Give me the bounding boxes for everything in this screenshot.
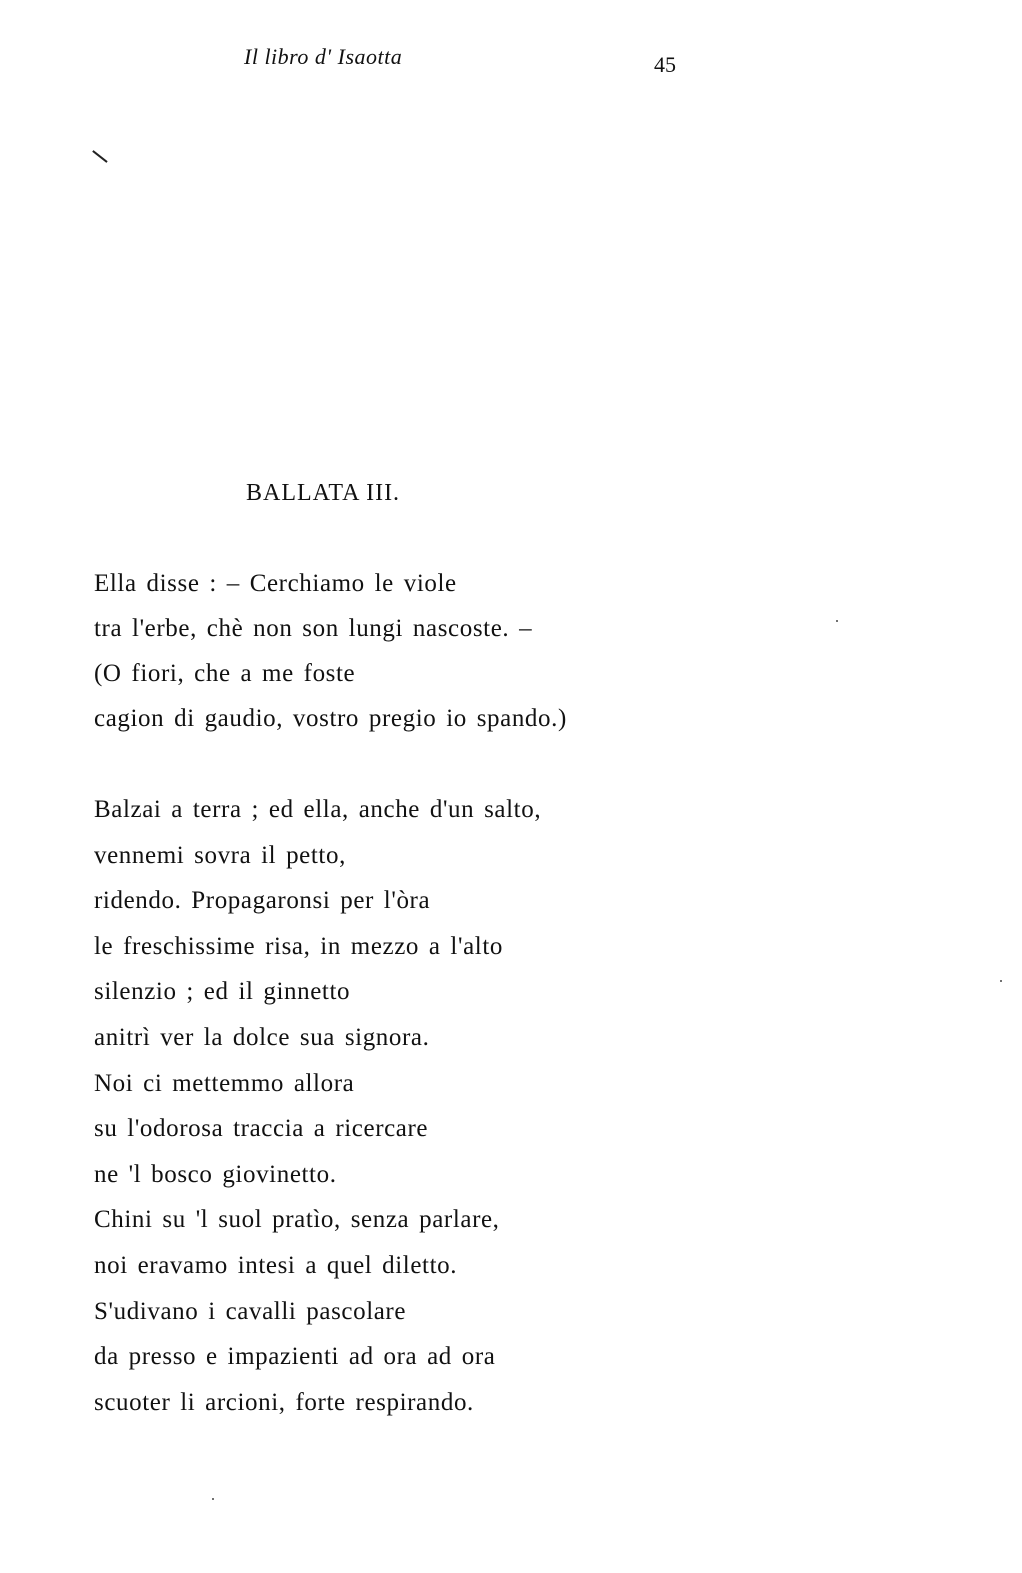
verse-line: Balzai a terra ; ed ella, anche d'un salto, bbox=[94, 796, 542, 823]
stanza-1 bbox=[94, 561, 567, 741]
verse-line: ridendo. Propagaronsi per l'òra bbox=[94, 887, 431, 915]
verse-line: Chini su 'l suol pratìo, senza parlare, bbox=[94, 1206, 500, 1234]
verse-line: S'udivano i cavalli pascolare bbox=[94, 1297, 407, 1325]
stray-ink-mark bbox=[93, 150, 108, 162]
verse-line: tra l'erbe, chè non son lungi nascoste. – bbox=[94, 615, 533, 642]
verse-line: su l'odorosa traccia a ricercare bbox=[94, 1115, 429, 1143]
verse-line: le freschissime risa, in mezzo a l'alto bbox=[94, 932, 503, 960]
verse-line: Ella disse : – Cerchiamo le viole bbox=[94, 570, 457, 597]
poem-title: BALLATA III. bbox=[246, 480, 401, 506]
stanza-2 bbox=[94, 787, 541, 1425]
ink-speck bbox=[836, 620, 838, 622]
ink-speck bbox=[212, 1498, 214, 1500]
verse-line: cagion di gaudio, vostro pregio io spando.) bbox=[94, 705, 567, 732]
ink-speck bbox=[1000, 980, 1002, 982]
verse-line: vennemi sovra il petto, bbox=[94, 841, 346, 869]
running-title: Il libro d' Isaotta bbox=[244, 44, 403, 69]
verse-line: anitrì ver la dolce sua signora. bbox=[94, 1023, 430, 1051]
verse-line: scuoter li arcioni, forte respirando. bbox=[94, 1388, 474, 1416]
verse-line: ne 'l bosco giovinetto. bbox=[94, 1160, 337, 1188]
page-number: 45 bbox=[654, 52, 676, 77]
verse-line: Noi ci mettemmo allora bbox=[94, 1069, 355, 1097]
verse-line: da presso e impazienti ad ora ad ora bbox=[94, 1343, 496, 1371]
verse-line: (O fiori, che a me foste bbox=[94, 660, 356, 687]
verse-line: silenzio ; ed il ginnetto bbox=[94, 978, 351, 1006]
verse-line: noi eravamo intesi a quel diletto. bbox=[94, 1251, 458, 1279]
